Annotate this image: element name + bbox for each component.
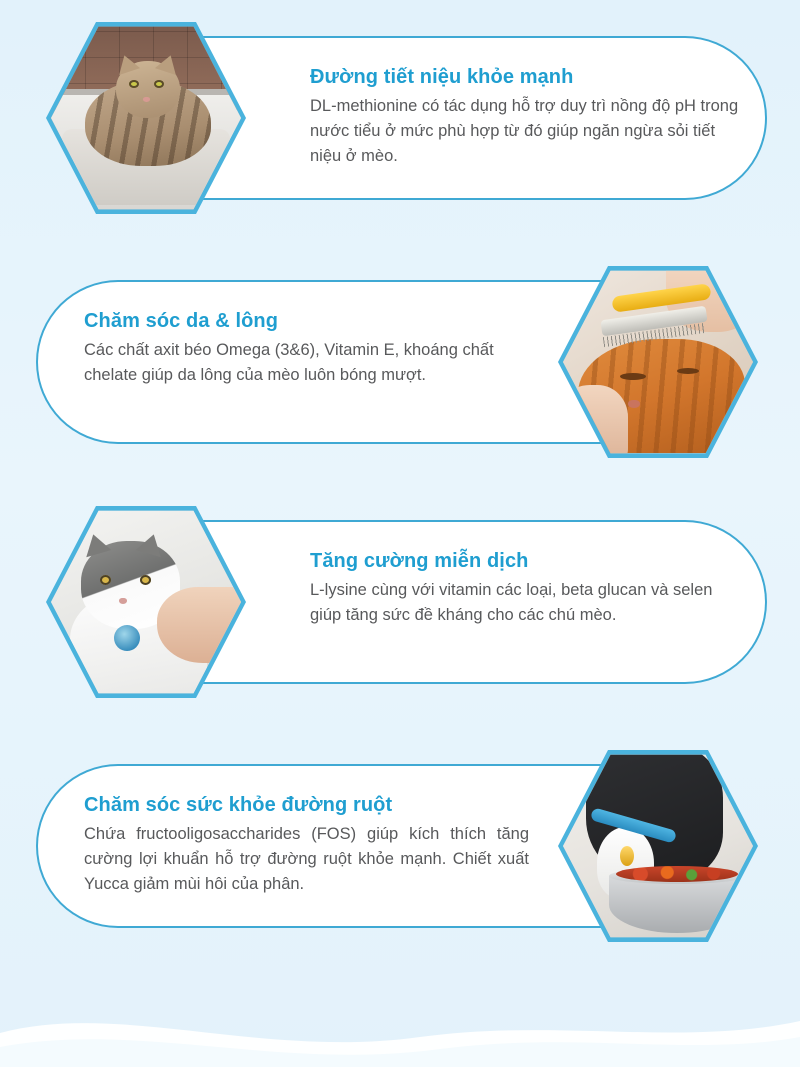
benefit-row-skin-coat <box>0 262 800 462</box>
grey-and-white-cat-with-hand-photo <box>51 507 241 697</box>
benefit-text-urinary <box>310 64 745 169</box>
benefit-image-gut-health <box>558 746 758 946</box>
benefit-body-skin-coat: Các chất axit béo Omega (3&6), Vitamin E, khoáng chất chelate giúp da lông của mèo luôn bóng mượt. <box>84 341 494 384</box>
benefit-image-immunity <box>46 502 246 702</box>
benefit-card-urinary <box>155 36 767 200</box>
tabby-cat-in-litter-box-photo <box>51 23 241 213</box>
hexagon-photo-clip <box>563 267 753 457</box>
tuxedo-cat-eating-from-bowl-photo <box>563 751 753 941</box>
benefit-text-skin-coat <box>84 308 529 388</box>
hexagon-photo-clip <box>51 23 241 213</box>
benefit-text-immunity <box>310 548 745 628</box>
benefit-row-immunity <box>0 502 800 702</box>
hand-brushing-ginger-cat-photo <box>563 267 753 457</box>
benefit-title-skin-coat: Chăm sóc da & lông <box>84 310 279 332</box>
hexagon-photo-clip <box>51 507 241 697</box>
benefit-body-immunity: L-lysine cùng với vitamin các loại, beta glucan và selen giúp tăng sức đề kháng cho các chú mèo. <box>310 581 713 624</box>
benefit-image-urinary <box>46 18 246 218</box>
benefit-row-gut-health <box>0 746 800 946</box>
benefit-text-gut-health <box>84 792 529 897</box>
benefit-title-gut-health: Chăm sóc sức khỏe đường ruột <box>84 794 393 816</box>
benefit-image-skin-coat <box>558 262 758 462</box>
benefit-title-immunity: Tăng cường miễn dịch <box>310 550 529 572</box>
benefit-title-urinary: Đường tiết niệu khỏe mạnh <box>310 66 574 88</box>
benefit-row-urinary <box>0 18 800 218</box>
hexagon-photo-clip <box>563 751 753 941</box>
benefit-body-gut-health: Chứa fructooligosaccharides (FOS) giúp kích thích tăng cường lợi khuẩn hỗ trợ đường ruột khỏe mạnh. Chiết xuất Yucca giảm mùi hôi của phân. <box>84 825 529 893</box>
benefit-card-immunity <box>155 520 767 684</box>
benefit-body-urinary: DL-methionine có tác dụng hỗ trợ duy trì nồng độ pH trong nước tiểu ở mức phù hợp từ đó giúp ngăn ngừa sỏi tiết niệu ở mèo. <box>310 97 739 165</box>
